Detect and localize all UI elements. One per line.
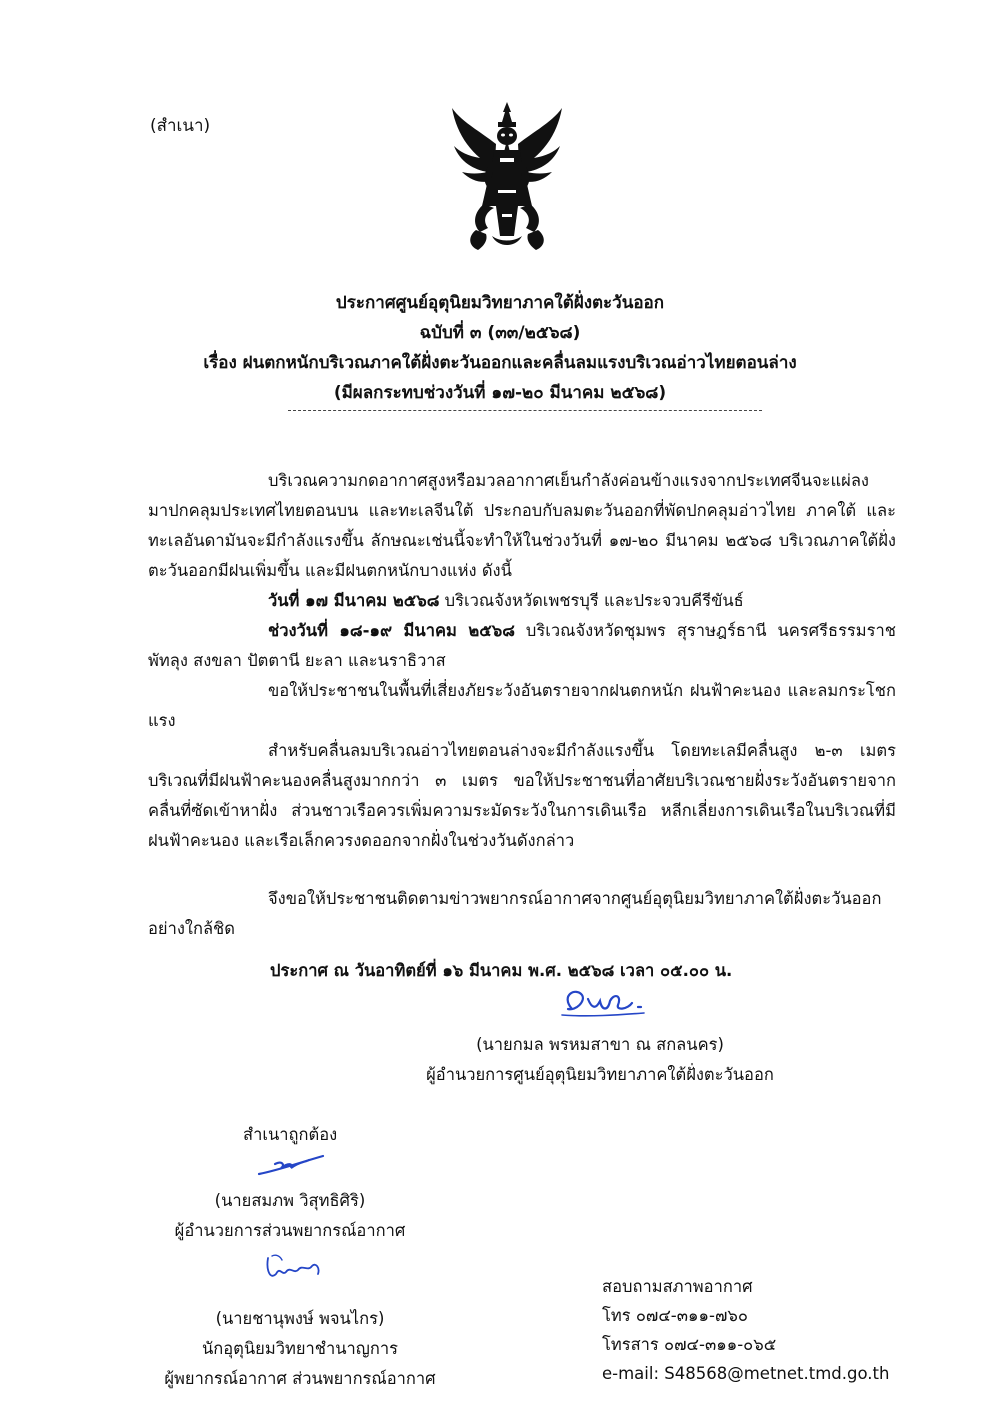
paragraph-day-17: [148, 586, 896, 616]
director-title: ผู้อำนวยการศูนย์อุตุนิยมวิทยาภาคใต้ฝั่งตะวันออก: [426, 1065, 774, 1084]
contact-heading: สอบถามสภาพอากาศ: [602, 1277, 753, 1296]
forecaster-name: (นายชานุพงษ์ พจนไกร): [215, 1309, 385, 1328]
announcement-title: ประกาศศูนย์อุตุนิยมวิทยาภาคใต้ฝั่งตะวันออก: [335, 293, 665, 313]
forecaster-signature: [262, 1252, 324, 1286]
director-block: [426, 1030, 774, 1090]
certified-label: สำเนาถูกต้อง: [243, 1125, 338, 1144]
paragraph-follow-news: จึงขอให้ประชาชนติดตามข่าวพยากรณ์อากาศจากศูนย์อุตุนิยมวิทยาภาคใต้ฝั่งตะวันออกอย่างใกล้ชิด: [148, 889, 882, 938]
body-text: [148, 466, 896, 944]
certifier-title: ผู้อำนวยการส่วนพยากรณ์อากาศ: [174, 1221, 406, 1240]
subject-line: เรื่อง ฝนตกหนักบริเวณภาคใต้ฝั่งตะวันออกและคลื่นลมแรงบริเวณอ่าวไทยตอนล่าง: [203, 353, 797, 373]
director-name: (นายกมล พรหมสาขา ณ สกลนคร): [476, 1035, 724, 1054]
announcement-date: ประกาศ ณ วันอาทิตย์ที่ ๑๖ มีนาคม พ.ศ. ๒๕๖๘ เวลา ๐๕.๐๐ น.: [270, 961, 733, 980]
day-17-text: บริเวณจังหวัดเพชรบุรี และประจวบคีรีขันธ์: [439, 591, 744, 610]
garuda-emblem: [448, 100, 566, 255]
paragraph-day-18-19: [148, 616, 896, 676]
paragraph-warning: ขอให้ประชาชนในพื้นที่เสี่ยงภัยระวังอันตรายจากฝนตกหนัก ฝนฟ้าคะนอง และลมกระโชกแรง: [148, 681, 896, 730]
certifier-block: [160, 1186, 420, 1246]
paragraph-waves: สำหรับคลื่นลมบริเวณอ่าวไทยตอนล่างจะมีกำลังแรงขึ้น โดยทะเลมีคลื่นสูง ๒-๓ เมตร บริเวณที่มีฝนฟ้าคะนองคลื่นสูงมากกว่า ๓ เมตร ขอให้ประชาชนที่อาศัยบริเวณชายฝั่งระวังอันตรายจากคลื่นที่ซัดเข้าหาฝั่ง ส่วนชาวเรือควรเพิ่มความระมัดระวังในการเดินเรือ หลีกเลี่ยงการเดินเรือในบริเวณที่มีฝนฟ้าคะนอง และเรือเล็กควรงดออกจากฝั่งในช่วงวันดังกล่าว: [148, 741, 896, 850]
contact-email[interactable]: e-mail: S48568@metnet.tmd.go.th: [602, 1364, 890, 1383]
certifier-signature: [255, 1150, 329, 1180]
day-18-19-text: บริเวณจังหวัดชุมพร สุราษฎร์ธานี นครศรีธรรมราช พัทลุง สงขลา ปัตตานี ยะลา และนราธิวาส: [148, 621, 897, 670]
day-18-19-label: ช่วงวันที่ ๑๘-๑๙ มีนาคม ๒๕๖๘: [268, 621, 515, 640]
issue-number: ฉบับที่ ๓ (๓๓/๒๕๖๘): [419, 323, 581, 343]
forecaster-title1: นักอุตุนิยมวิทยาชำนาญการ: [202, 1339, 398, 1358]
effect-period: (มีผลกระทบช่วงวันที่ ๑๗-๒๐ มีนาคม ๒๕๖๘): [333, 383, 667, 403]
contact-block: [602, 1272, 889, 1388]
director-signature: [558, 985, 650, 1021]
forecaster-block: [150, 1304, 450, 1394]
separator-line: [288, 410, 762, 411]
contact-tel: โทร ๐๗๔-๓๑๑-๗๖๐: [602, 1306, 748, 1325]
paragraph-situation: บริเวณความกดอากาศสูงหรือมวลอากาศเย็นกำลังค่อนข้างแรงจากประเทศจีนจะแผ่ลงมาปกคลุมประเทศไทยตอนบน และทะเลจีนใต้ ประกอบกับลมตะวันออกที่พัดปกคลุมอ่าวไทย ภาคใต้ และทะเลอันดามันจะมีกำลังแรงขึ้น ลักษณะเช่นนี้จะทำให้ในช่วงวันที่ ๑๗-๒๐ มีนาคม ๒๕๖๘ บริเวณภาคใต้ฝั่งตะวันออกมีฝนเพิ่มขึ้น และมีฝนตกหนักบางแห่ง ดังนี้: [148, 471, 896, 580]
certifier-name: (นายสมภพ วิสุทธิศิริ): [214, 1191, 366, 1210]
copy-mark: (สำเนา): [150, 116, 211, 136]
day-17-label: วันที่ ๑๗ มีนาคม ๒๕๖๘: [268, 591, 440, 610]
forecaster-title2: ผู้พยากรณ์อากาศ ส่วนพยากรณ์อากาศ: [164, 1369, 436, 1388]
contact-fax: โทรสาร ๐๗๔-๓๑๑-๐๖๕: [602, 1335, 777, 1354]
